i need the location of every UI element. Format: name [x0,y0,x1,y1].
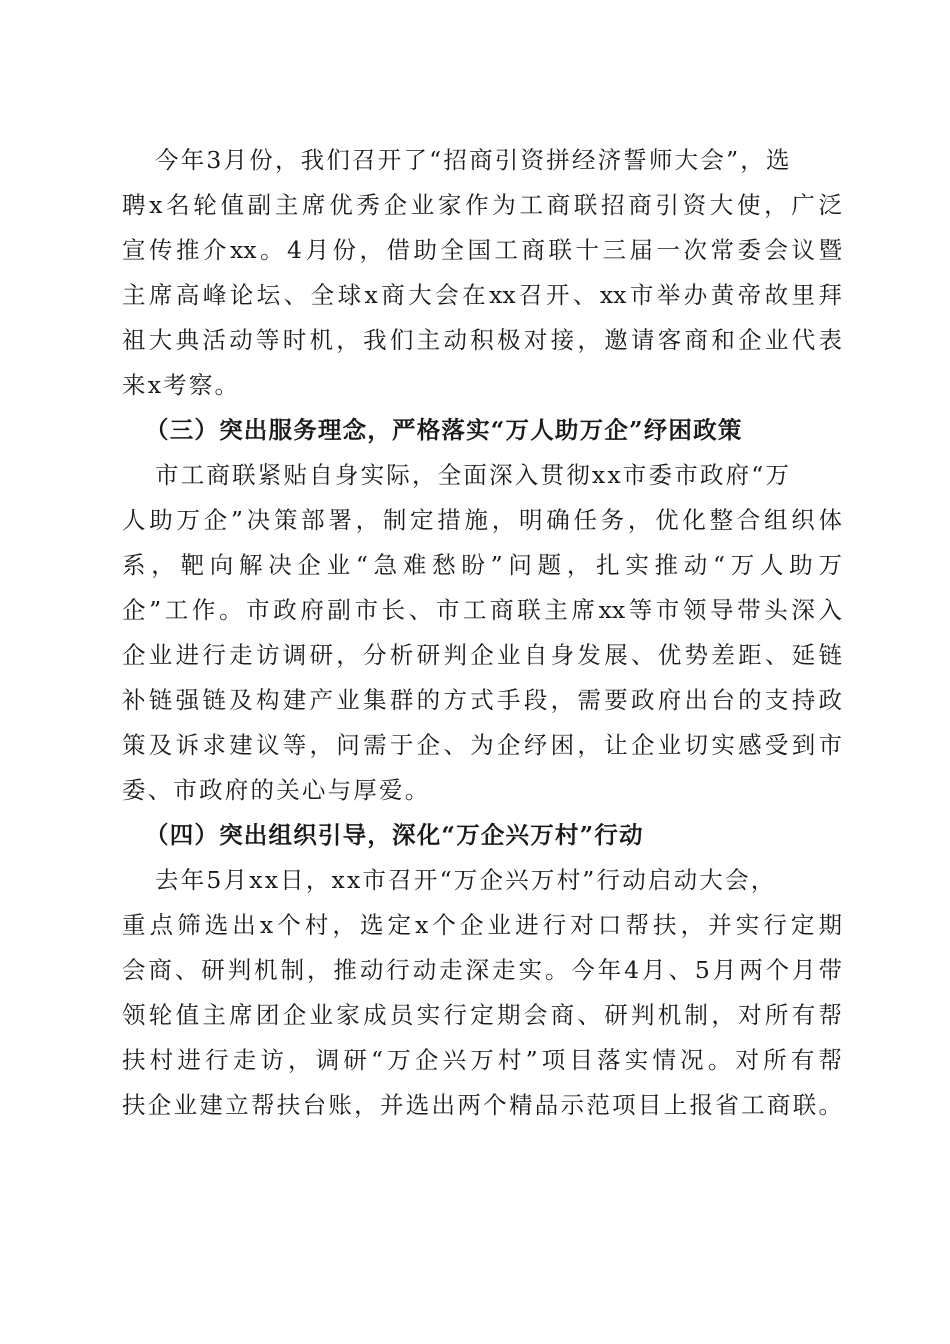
paragraph-3-line-2: 重点筛选出x个村，选定x个企业进行对口帮扶，并实行定期 [122,911,842,939]
paragraph-1-line-4: 主席高峰论坛、全球x商大会在xx召开、xx市举办黄帝故里拜 [122,281,842,309]
paragraph-3-line-6: 扶企业建立帮扶台账，并选出两个精品示范项目上报省工商联。 [122,1091,842,1119]
section-heading-3: （三）突出服务理念，严格落实“万人助万企”纾困政策 [145,416,743,444]
paragraph-3-line-3: 会商、研判机制，推动行动走深走实。今年4月、5月两个月带 [122,956,842,984]
paragraph-1-line-6: 来x考察。 [122,371,241,399]
paragraph-2-line-8: 委、市政府的关心与厚爱。 [122,776,431,804]
paragraph-2-line-4: 企”工作。市政府副市长、市工商联主席xx等市领导带头深入 [122,596,842,624]
paragraph-1-line-2: 聘x名轮值副主席优秀企业家作为工商联招商引资大使，广泛 [122,191,842,219]
paragraph-1-line-3: 宣传推介xx。4月份，借助全国工商联十三届一次常委会议暨 [122,236,842,264]
paragraph-2-line-3: 系，靶向解决企业“急难愁盼”问题，扎实推动“万人助万 [122,551,842,579]
paragraph-2-line-6: 补链强链及构建产业集群的方式手段，需要政府出台的支持政 [122,686,842,714]
paragraph-3-line-1: 去年5月xx日，xx市召开“万企兴万村”行动启动大会， [155,866,777,894]
paragraph-2-line-2: 人助万企”决策部署，制定措施，明确任务，优化整合组织体 [122,506,842,534]
paragraph-1-line-5: 祖大典活动等时机，我们主动积极对接，邀请客商和企业代表 [122,326,842,354]
section-heading-4: （四）突出组织引导，深化“万企兴万村”行动 [145,821,644,849]
paragraph-3-line-5: 扶村进行走访，调研“万企兴万村”项目落实情况。对所有帮 [122,1046,842,1074]
paragraph-3-line-4: 领轮值主席团企业家成员实行定期会商、研判机制，对所有帮 [122,1001,842,1029]
paragraph-1-line-1: 今年3月份，我们召开了“招商引资拼经济誓师大会”，选 [155,146,792,174]
paragraph-2-line-7: 策及诉求建议等，问需于企、为企纾困，让企业切实感受到市 [122,731,842,759]
paragraph-2-line-1: 市工商联紧贴自身实际，全面深入贯彻xx市委市政府“万 [155,461,792,489]
paragraph-2-line-5: 企业进行走访调研，分析研判企业自身发展、优势差距、延链 [122,641,842,669]
